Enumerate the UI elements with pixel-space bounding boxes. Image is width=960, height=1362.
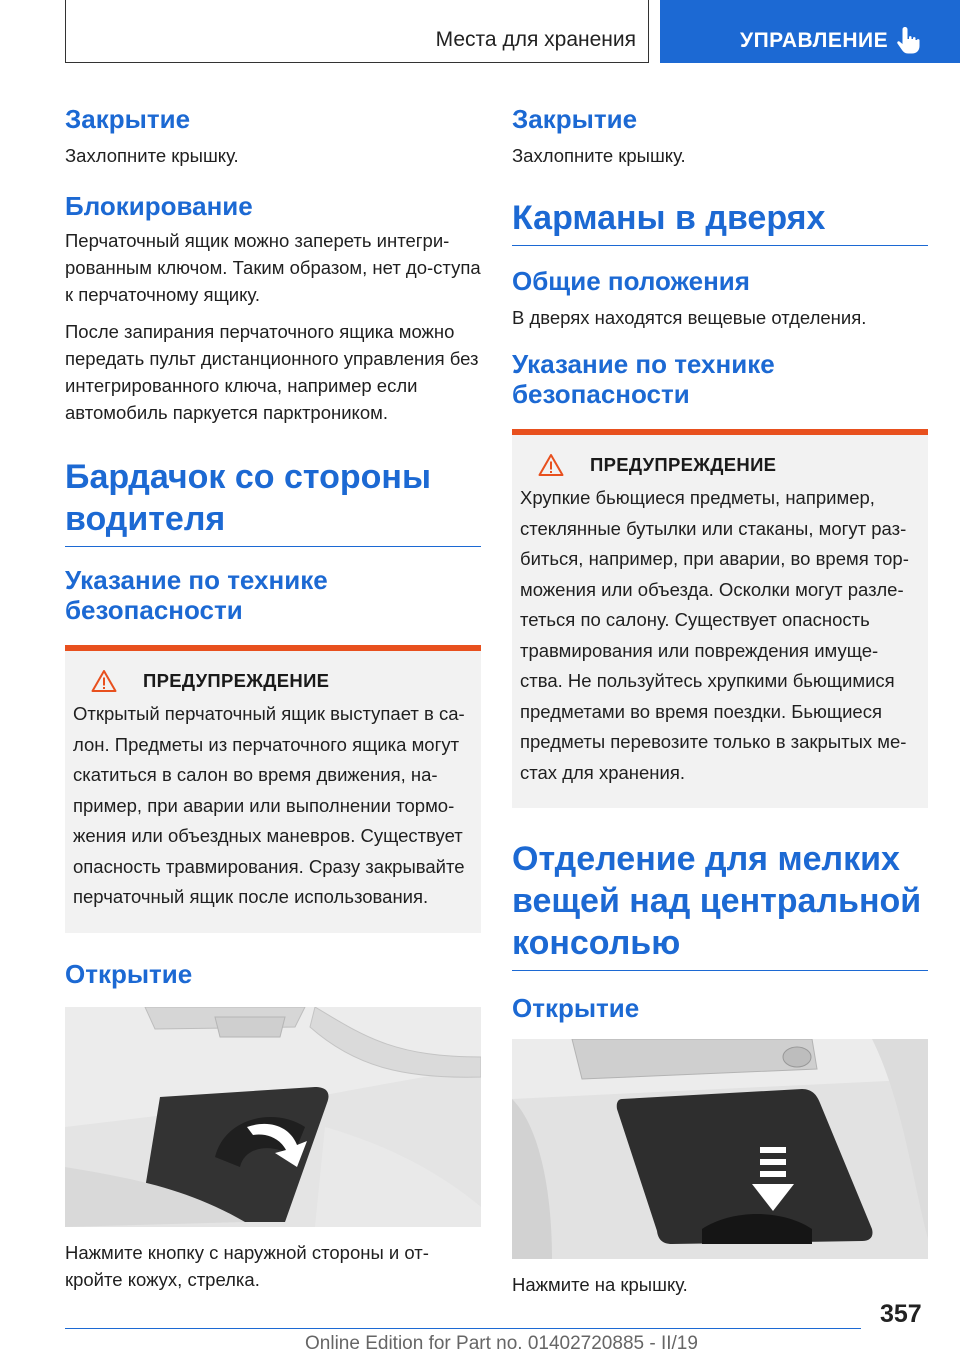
page-number: 357 (880, 1300, 922, 1328)
safety-heading: Указание по технике безопасности (65, 565, 328, 625)
opening-heading-right: Открытие (512, 993, 640, 1023)
warning-text: Открытый перчаточный ящик выступает в са-лон. Предметы из перчаточного ящика могут скатиться в салон во время движения, на-пример, при аварии или выполнении тормо-жения или объездных маневров. Существует опасность травмирования. Сразу закрывайте перчаточный ящик после использования. (73, 703, 465, 907)
opening-heading: Открытие (65, 958, 193, 989)
closing-heading-right: Закрытие (512, 104, 638, 134)
locking-heading: Блокирование (65, 191, 253, 221)
warning-triangle-icon (538, 453, 564, 477)
console-compartment-heading: Отделение для мелких вещей над центральной консолью (512, 838, 928, 971)
driver-compartment-heading: Бардачок со стороны водителя (65, 456, 481, 547)
pointing-hand-icon (896, 26, 922, 54)
closing-text: Захлопните крышку. (65, 145, 239, 166)
general-text: В дверях находятся вещевые отделения. (512, 307, 867, 328)
footer-edition: Online Edition for Part no. 01402720885 - II/19 (305, 1333, 698, 1354)
opening-caption: Нажмите кнопку с наружной стороны и от-кройте кожух, стрелка. (65, 1241, 429, 1290)
warning-box-right (512, 429, 928, 808)
closing-heading: Закрытие (65, 104, 191, 134)
warning-box (65, 645, 481, 933)
general-heading: Общие положения (512, 266, 750, 296)
closing-text-right: Захлопните крышку. (512, 145, 686, 166)
warning-text-right: Хрупкие бьющиеся предметы, например, стеклянные бутылки или стаканы, могут раз-биться, например, при аварии, во время тор-можения или объезда. Осколки могут разле-теться по салону. Существует опасность травмирования или повреждения имуще-ства. Не пользуйтесь хрупкими бьющимися предметами во время поездки. Бьющиеся предметы перевозите только в закрытых ме-стах для хранения. (520, 487, 909, 783)
door-pockets-heading: Карманы в дверях (512, 197, 928, 246)
right-column (512, 100, 928, 1298)
header-chapter-tab[interactable] (660, 0, 960, 63)
console-tray-illustration (512, 1039, 928, 1259)
safety-heading-right: Указание по технике безопасности (512, 349, 775, 409)
header-section-box (65, 0, 649, 63)
warning-title-right: ПРЕДУПРЕЖДЕНИЕ (590, 454, 777, 475)
glovebox-drawing (65, 1007, 481, 1227)
glovebox-illustration (65, 1007, 481, 1227)
footer-divider (65, 1328, 861, 1329)
opening-caption-right: Нажмите на крышку. (512, 1274, 688, 1295)
header-section-title: Места для хранения (435, 28, 636, 51)
warning-title: ПРЕДУПРЕЖДЕНИЕ (143, 670, 330, 691)
console-tray-drawing (512, 1039, 928, 1259)
warning-triangle-icon (91, 669, 117, 693)
locking-paragraph-1: Перчаточный ящик можно запереть интегри-рованным ключом. Таким образом, нет до-ступа к перчаточному ящику. (65, 230, 481, 305)
locking-paragraph-2: После запирания перчаточного ящика можно передать пульт дистанционного управления без интегрированного ключа, например если автомобиль паркуется парктроником. (65, 321, 479, 423)
header-chapter-title: УПРАВЛЕНИЕ (740, 29, 889, 52)
left-column (65, 100, 481, 1293)
